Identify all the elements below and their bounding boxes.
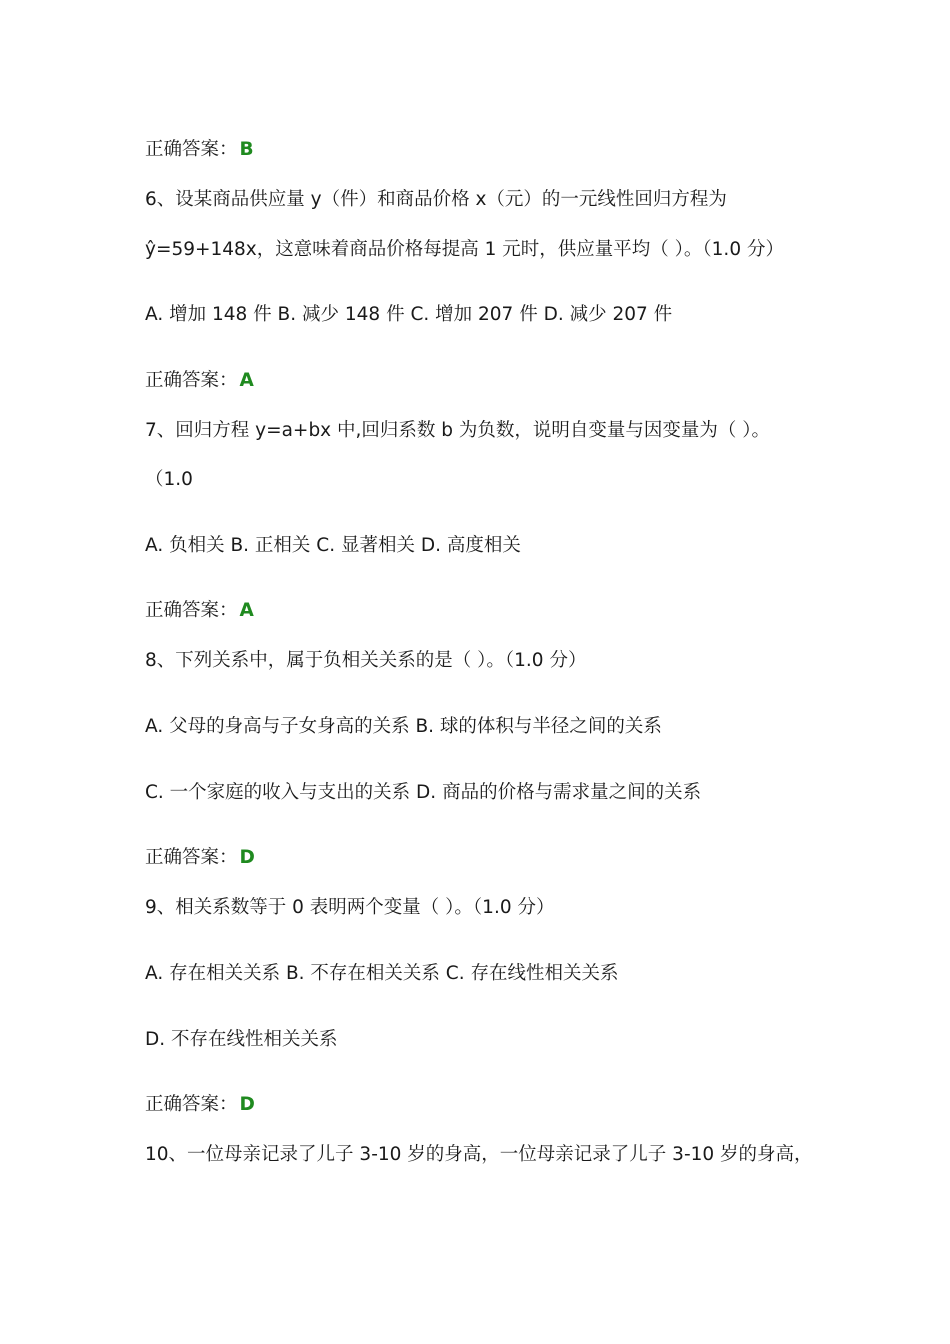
question-8-stem: 8、下列关系中，属于负相关关系的是（ ）。（1.0 分）	[145, 650, 587, 671]
answer-value: A	[239, 600, 254, 621]
answer-label: 正确答案：	[145, 139, 238, 160]
question-10-stem-line1: 10、一位母亲记录了儿子 3-10 岁的身高，一位母亲记录了儿子 3-10 岁的身高，	[145, 1144, 813, 1165]
answer-q6	[145, 368, 254, 394]
question-9-stem: 9、相关系数等于 0 表明两个变量（ ）。（1.0 分）	[145, 897, 555, 918]
answer-q9	[145, 1092, 255, 1118]
answer-q5	[145, 137, 254, 163]
answer-value: D	[239, 1094, 255, 1115]
question-9-options-line1: A. 存在相关关系 B. 不存在相关关系 C. 存在线性相关关系	[145, 963, 619, 984]
answer-label: 正确答案：	[145, 847, 238, 868]
answer-label: 正确答案：	[145, 370, 238, 391]
answer-q7	[145, 598, 254, 624]
question-8-options-line1: A. 父母的身高与子女身高的关系 B. 球的体积与半径之间的关系	[145, 716, 662, 737]
answer-q8	[145, 845, 255, 871]
question-7-stem-line2: （1.0	[145, 469, 193, 490]
question-9-options-line2: D. 不存在线性相关关系	[145, 1029, 338, 1050]
question-6-stem-line2: ŷ=59+148x，这意味着商品价格每提高 1 元时，供应量平均（ ）。（1.0 分）	[145, 239, 784, 260]
question-7-options: A. 负相关 B. 正相关 C. 显著相关 D. 高度相关	[145, 535, 521, 556]
question-6-stem-line1: 6、设某商品供应量 y（件）和商品价格 x（元）的一元线性回归方程为	[145, 189, 727, 210]
answer-value: D	[239, 847, 255, 868]
question-8-options-line2: C. 一个家庭的收入与支出的关系 D. 商品的价格与需求量之间的关系	[145, 782, 702, 803]
answer-value: A	[239, 370, 254, 391]
question-6-options: A. 增加 148 件 B. 减少 148 件 C. 增加 207 件 D. 减少 207 件	[145, 304, 673, 325]
answer-label: 正确答案：	[145, 600, 238, 621]
answer-label: 正确答案：	[145, 1094, 238, 1115]
answer-value: B	[239, 139, 254, 160]
question-7-stem-line1: 7、回归方程 y=a+bx 中,回归系数 b 为负数，说明自变量与因变量为（ ）。	[145, 420, 771, 441]
